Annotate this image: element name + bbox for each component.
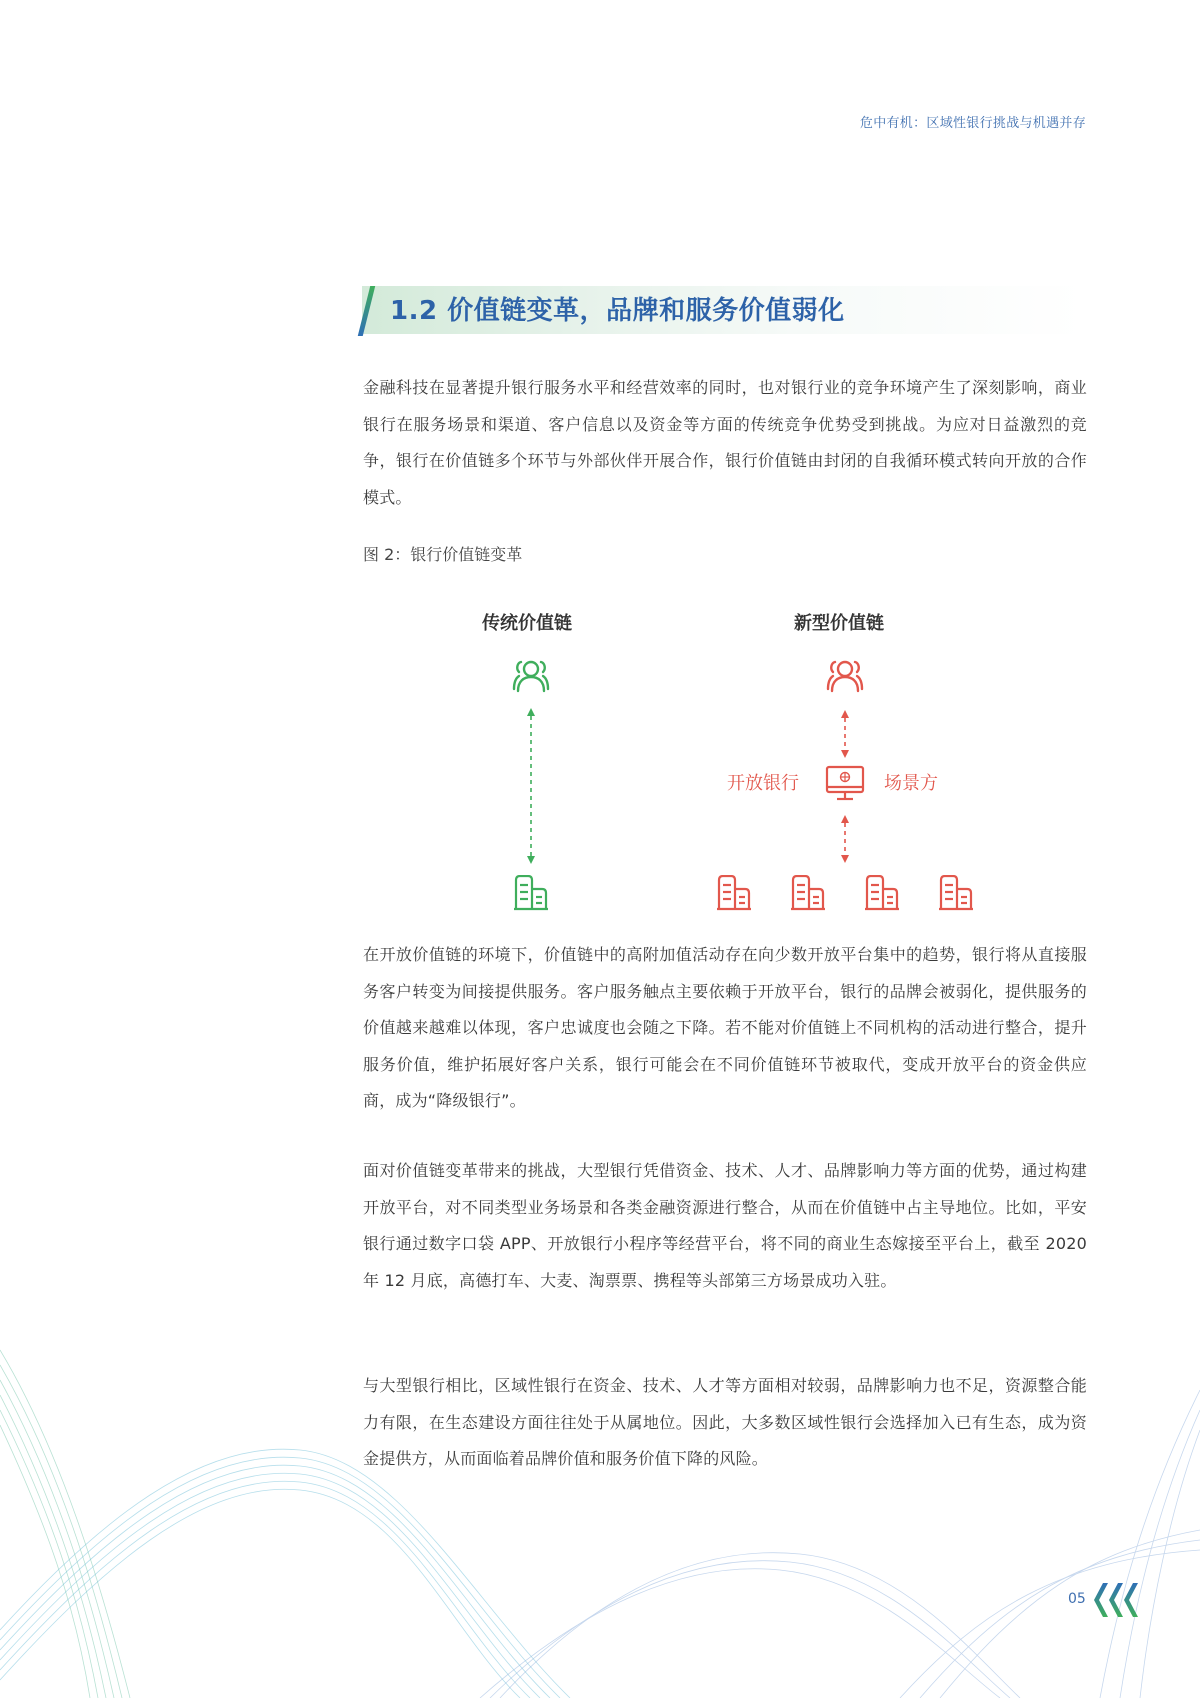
decorative-wave-lines	[0, 1330, 1200, 1698]
chevron-left-icon	[1093, 1583, 1141, 1617]
traditional-chain-heading: 传统价值链	[482, 613, 572, 634]
users-icon	[822, 657, 868, 693]
building-icon	[791, 875, 827, 911]
building-icon	[717, 875, 753, 911]
paragraph-large-banks: 面对价值链变革带来的挑战，大型银行凭借资金、技术、人才、品牌影响力等方面的优势，通过构建开放平台，对不同类型业务场景和各类金融资源进行整合，从而在价值链中占主导地位。比如，平安银行通过数字口袋 APP、开放银行小程序等经营平台，将不同的商业生态嫁接至平台上，截至 2020 年 12 月底，高德打车、大麦、淘票票、携程等头部第三方场景成功入驻。	[363, 1161, 1087, 1290]
open-bank-label: 开放银行	[727, 773, 799, 794]
paragraph-open-value-chain: 在开放价值链的环境下，价值链中的高附加值活动存在向少数开放平台集中的趋势，银行将从直接服务客户转变为间接提供服务。客户服务触点主要依赖于开放平台，银行的品牌会被弱化，提供服务的价值越来越难以体现，客户忠诚度也会随之下降。若不能对价值链上不同机构的活动进行整合，提升服务价值，维护拓展好客户关系，银行可能会在不同价值链环节被取代，变成开放平台的资金供应商，成为“降级银行”。	[363, 945, 1087, 1110]
bidirectional-arrow-icon	[526, 708, 536, 864]
figure-caption: 图 2：银行价值链变革	[363, 545, 523, 564]
page-number: 05	[1068, 1591, 1086, 1607]
paragraph-intro: 金融科技在显著提升银行服务水平和经营效率的同时，也对银行业的竞争环境产生了深刻影响，商业银行在服务场景和渠道、客户信息以及资金等方面的传统竞争优势受到挑战。为应对日益激烈的竞争，银行在价值链多个环节与外部伙伴开展合作，银行价值链由封闭的自我循环模式转向开放的合作模式。	[363, 378, 1087, 507]
building-icon	[865, 875, 901, 911]
new-chain-heading: 新型价值链	[794, 613, 884, 634]
users-icon	[508, 657, 554, 693]
section-title: 1.2 价值链变革，品牌和服务价值弱化	[390, 296, 845, 326]
running-header: 危中有机：区域性银行挑战与机遇并存	[859, 116, 1086, 131]
paragraph-regional-banks: 与大型银行相比，区域性银行在资金、技术、人才等方面相对较弱，品牌影响力也不足，资源整合能力有限，在生态建设方面往往处于从属地位。因此，大多数区域性银行会选择加入已有生态，成为资金提供方，从而面临着品牌价值和服务价值下降的风险。	[363, 1376, 1087, 1468]
bidirectional-arrow-icon	[840, 710, 850, 758]
scenario-party-label: 场景方	[884, 773, 938, 794]
bidirectional-arrow-icon	[840, 815, 850, 863]
building-icon	[514, 875, 550, 911]
building-icon	[939, 875, 975, 911]
monitor-icon	[825, 765, 865, 802]
